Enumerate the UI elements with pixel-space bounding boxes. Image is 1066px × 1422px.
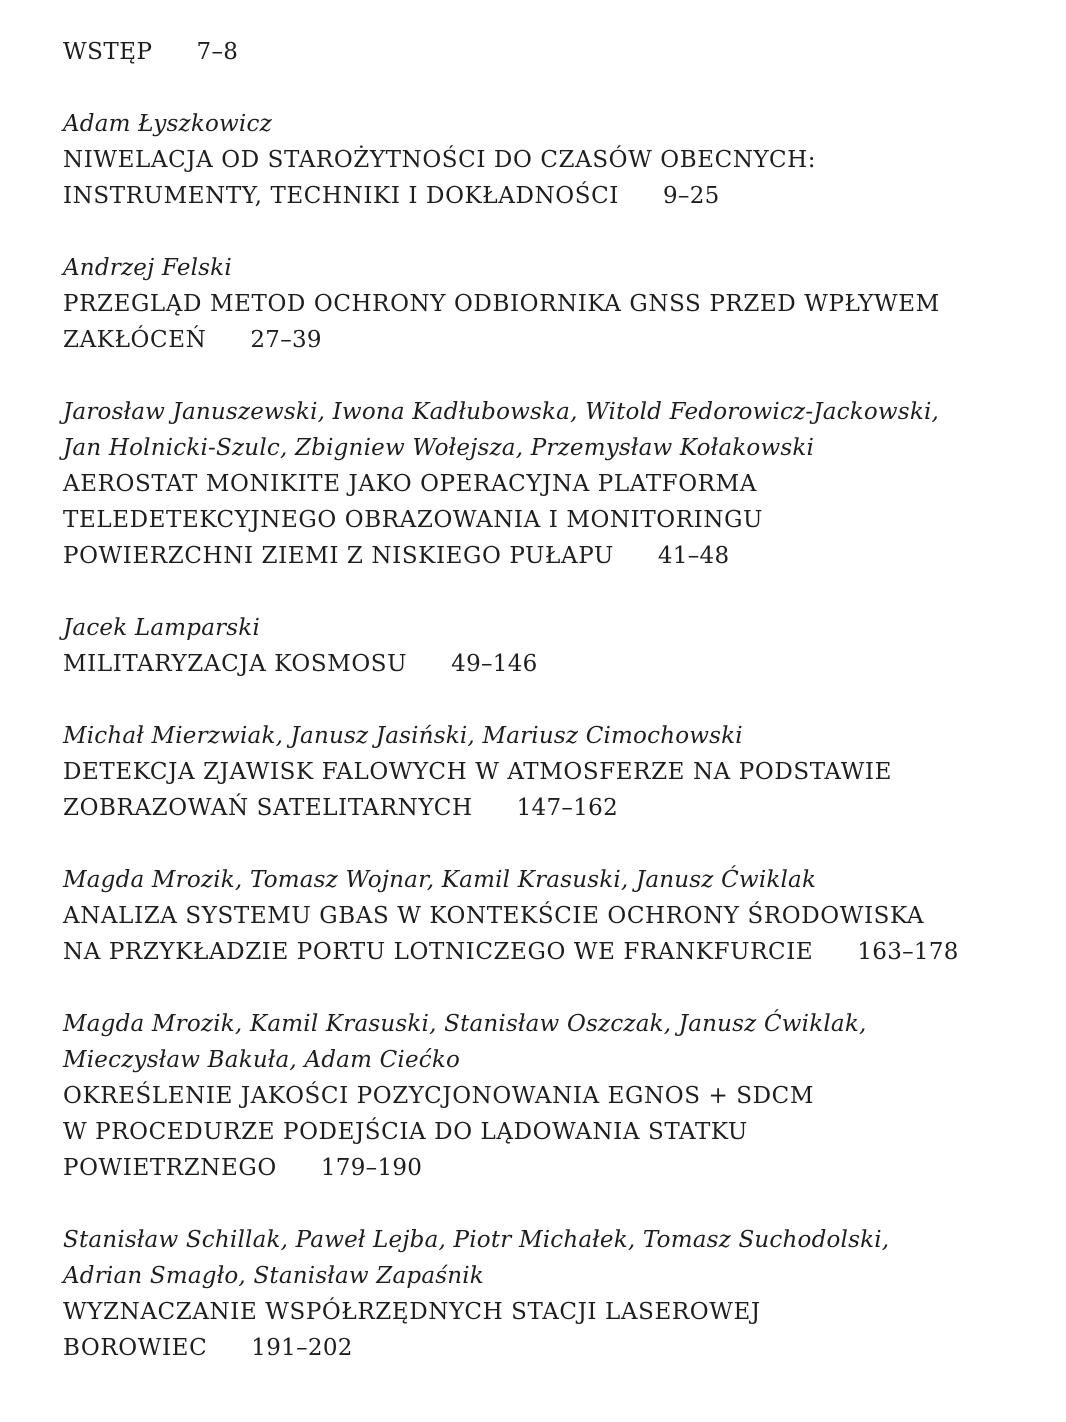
entry-title-line <box>63 322 1023 358</box>
entry-title-text: OKREŚLENIE JAKOŚCI POZYCJONOWANIA EGNOS + SDCM <box>63 1083 814 1109</box>
entry-title-line <box>63 898 1023 934</box>
entry-pages: 9–25 <box>662 183 720 209</box>
toc-entry <box>63 1006 1023 1222</box>
entry-title-text: POWIERZCHNI ZIEMI Z NISKIEGO PUŁAPU <box>63 543 614 569</box>
entry-spacer <box>63 826 1023 862</box>
toc-entry <box>63 718 1023 862</box>
entry-authors: Mieczysław Bakuła, Adam Ciećko <box>63 1047 461 1073</box>
toc-entry <box>63 610 1023 718</box>
entry-title-line <box>63 646 1023 682</box>
entry-pages: 179–190 <box>320 1155 423 1181</box>
entry-title-line <box>63 502 1023 538</box>
table-of-contents <box>63 34 1023 1366</box>
entry-title-text: MILITARYZACJA KOSMOSU <box>63 651 408 677</box>
toc-entry <box>63 250 1023 394</box>
entry-spacer <box>63 214 1023 250</box>
toc-entry <box>63 106 1023 250</box>
toc-entry <box>63 394 1023 610</box>
entry-authors: Andrzej Felski <box>63 255 232 281</box>
entry-authors: Adam Łyszkowicz <box>63 111 272 137</box>
entry-title-line <box>63 1330 1023 1366</box>
toc-entries <box>63 106 1023 1366</box>
entry-title-text: TELEDETEKCYJNEGO OBRAZOWANIA I MONITORINGU <box>63 507 764 533</box>
entry-spacer <box>63 574 1023 610</box>
entry-title-line <box>63 754 1023 790</box>
entry-pages: 147–162 <box>516 795 619 821</box>
entry-title-text: INSTRUMENTY, TECHNIKI I DOKŁADNOŚCI <box>63 183 619 209</box>
entry-title-line <box>63 142 1023 178</box>
entry-title-text: PRZEGLĄD METOD OCHRONY ODBIORNIKA GNSS PRZED WPŁYWEM <box>63 291 940 317</box>
entry-title-text: BOROWIEC <box>63 1335 208 1361</box>
entry-spacer <box>63 682 1023 718</box>
entry-title-text: DETEKCJA ZJAWISK FALOWYCH W ATMOSFERZE NA PODSTAWIE <box>63 759 893 785</box>
entry-authors: Stanisław Schillak, Paweł Lejba, Piotr Michałek, Tomasz Suchodolski, <box>63 1227 890 1253</box>
entry-pages: 49–146 <box>451 651 538 677</box>
entry-spacer <box>63 358 1023 394</box>
entry-title-text: ANALIZA SYSTEMU GBAS W KONTEKŚCIE OCHRONY ŚRODOWISKA <box>63 903 925 929</box>
entry-title-line <box>63 1114 1023 1150</box>
entry-title-line <box>63 286 1023 322</box>
entry-title-text: W PROCEDURZE PODEJŚCIA DO LĄDOWANIA STATKU <box>63 1119 748 1145</box>
entry-authors: Jacek Lamparski <box>63 615 260 641</box>
entry-pages: 41–48 <box>657 543 730 569</box>
entry-title-line <box>63 178 1023 214</box>
entry-title-text: POWIETRZNEGO <box>63 1155 277 1181</box>
entry-pages: 163–178 <box>857 939 959 965</box>
entry-title-line <box>63 1078 1023 1114</box>
entry-pages: 27–39 <box>250 327 322 353</box>
intro-label: WSTĘP <box>63 39 153 65</box>
entry-title-text: NIWELACJA OD STAROŻYTNOŚCI DO CZASÓW OBECNYCH: <box>63 147 817 173</box>
entry-authors: Michał Mierzwiak, Janusz Jasiński, Mariusz Cimochowski <box>63 723 743 749</box>
entry-authors: Jan Holnicki-Szulc, Zbigniew Wołejsza, Przemysław Kołakowski <box>63 435 815 461</box>
entry-title-line <box>63 934 1023 970</box>
entry-authors: Adrian Smagło, Stanisław Zapaśnik <box>63 1263 484 1289</box>
entry-title-text: WYZNACZANIE WSPÓŁRZĘDNYCH STACJI LASEROWEJ <box>63 1299 761 1325</box>
entry-spacer <box>63 970 1023 1006</box>
entry-authors: Magda Mrozik, Tomasz Wojnar, Kamil Krasuski, Janusz Ćwiklak <box>63 867 817 893</box>
entry-pages: 191–202 <box>251 1335 353 1361</box>
entry-authors: Magda Mrozik, Kamil Krasuski, Stanisław Oszczak, Janusz Ćwiklak, <box>63 1011 867 1037</box>
entry-title-text: ZOBRAZOWAŃ SATELITARNYCH <box>63 795 473 821</box>
toc-intro <box>63 34 1023 70</box>
entry-authors: Jarosław Januszewski, Iwona Kadłubowska, Witold Fedorowicz-Jackowski, <box>63 399 940 425</box>
toc-entry <box>63 1222 1023 1366</box>
entry-title-line <box>63 466 1023 502</box>
entry-title-line <box>63 1150 1023 1186</box>
entry-spacer <box>63 1186 1023 1222</box>
toc-entry <box>63 862 1023 1006</box>
entry-title-line <box>63 1294 1023 1330</box>
entry-title-text: AEROSTAT MONIKITE JAKO OPERACYJNA PLATFORMA <box>63 471 757 497</box>
intro-pages: 7–8 <box>196 39 239 65</box>
entry-title-text: NA PRZYKŁADZIE PORTU LOTNICZEGO WE FRANKFURCIE <box>63 939 814 965</box>
entry-title-text: ZAKŁÓCEŃ <box>63 327 207 353</box>
entry-title-line <box>63 790 1023 826</box>
entry-title-line <box>63 538 1023 574</box>
